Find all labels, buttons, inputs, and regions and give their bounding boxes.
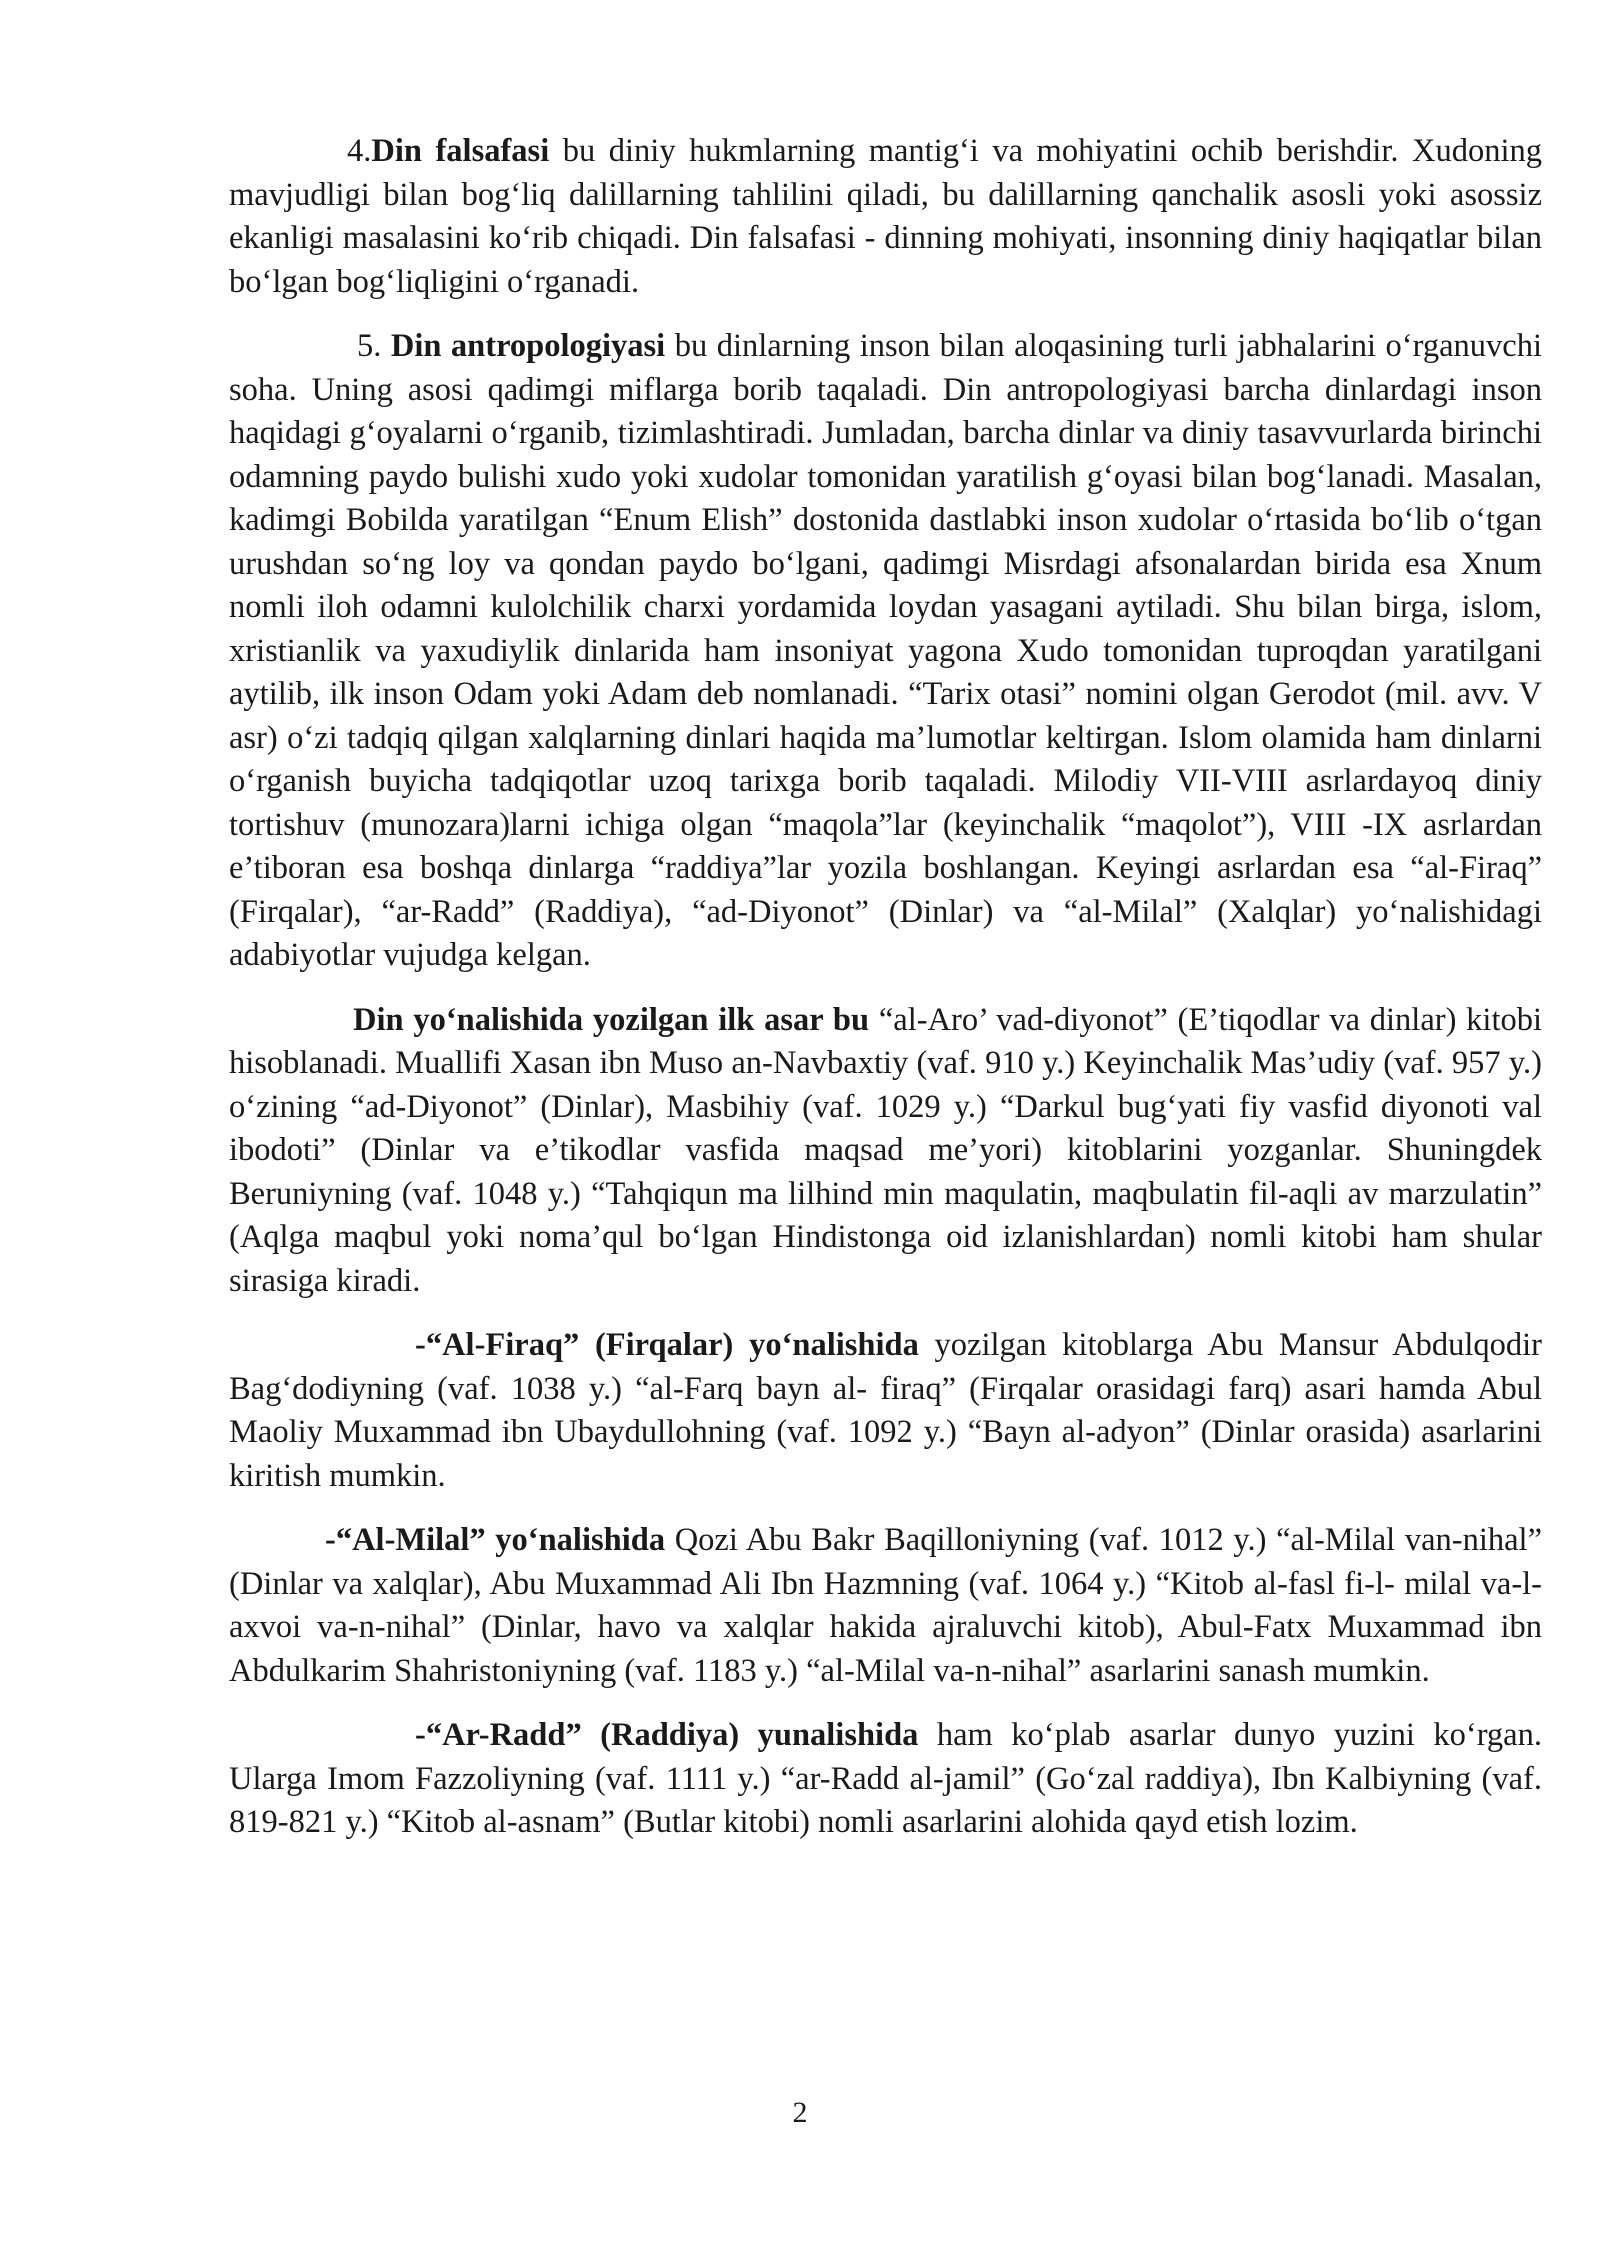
paragraph-heading: -“Ar-Radd” (Raddiya) yunalishida xyxy=(415,1717,919,1753)
paragraph-lead: 5. xyxy=(357,328,391,364)
document-page xyxy=(229,130,1542,1866)
paragraph-text: ham ko‘plab asarlar dunyo yuzini ko‘rgan. Ularga Imom Fazzoliyning (vaf. 1111 y.) “ar-Radd al-jamil” (Go‘zal raddiya), Ibn Kalbiyning (vaf. 819-821 y.) “Kitob al-asnam” (Butlar kitobi) nomli asarlarini alohida qayd etish lozim. xyxy=(229,1717,1542,1840)
paragraph-text: Qozi Abu Bakr Baqilloniyning (vaf. 1012 y.) “al-Milal van-nihal” (Dinlar va xalqlar), Abu Muxammad Ali Ibn Hazmning (vaf. 1064 y.) “Kitob al-fasl fi-l- milal va-l-axvoi va-n-nihal” (Dinlar, havo va xalqlar hakida ajraluvchi kitob), Abul-Fatx Muxammad ibn Abdulkarim Shahristoniyning (vaf. 1183 y.) “al-Milal va-n-nihal” asarlarini sanash mumkin. xyxy=(229,1522,1542,1689)
paragraph-text: yozilgan kitoblarga Abu Mansur Abdulqodir Bag‘dodiyning (vaf. 1038 y.) “al-Farq bayn al- firaq” (Firqalar orasidagi farq) asari hamda Abul Maoliy Muxammad ibn Ubaydullohning (vaf. 1092 y.) “Bayn al-adyon” (Dinlar orasida) asarlarini kiritish mumkin. xyxy=(229,1327,1542,1494)
paragraph-heading: Din falsafasi xyxy=(371,133,550,169)
paragraph-ar-radd xyxy=(229,1714,1542,1845)
paragraph-text: “al-Aro’ vad-diyonot” (E’tiqodlar va dinlar) kitobi hisoblanadi. Muallifi Xasan ibn Muso an-Navbaxtiy (vaf. 910 y.) Keyinchalik Mas’udiy (vaf. 957 y.) o‘zining “ad-Diyonot” (Dinlar), Masbihiy (vaf. 1029 y.) “Darkul bug‘yati fiy vasfid diyonoti val ibodoti” (Dinlar va e’tikodlar vasfida maqsad me’yori) kitoblarini yozganlar. Shuningdek Beruniyning (vaf. 1048 y.) “Tahqiqun ma lilhind min maqulatin, maqbulatin fil-aqli av marzulatin” (Aqlga maqbul yoki noma’qul bo‘lgan Hindistonga oid izlanishlardan) nomli kitobi ham shular sirasiga kiradi. xyxy=(229,1001,1543,1299)
paragraph-din-falsafasi xyxy=(229,130,1542,304)
paragraph-ilk-asar xyxy=(229,999,1542,1304)
page-number: 2 xyxy=(792,2096,808,2129)
paragraph-text: bu diniy hukmlarning mantig‘i va mohiyatini ochib berishdir. Xudoning mavjudligi bilan bog‘liq dalillarning tahlilini qiladi, bu dalillarning qanchalik asosli yoki asossiz ekanligi masalasini ko‘rib chiqadi. Din falsafasi - dinning mohiyati, insonning diniy haqiqatlar bilan bo‘lgan bog‘liqligini o‘rganadi. xyxy=(229,133,1543,300)
paragraph-text: bu dinlarning inson bilan aloqasining turli jabhalarini o‘rganuvchi soha. Uning asosi qadimgi miflarga borib taqaladi. Din antropologiyasi barcha dinlardagi inson haqidagi g‘oyalarni o‘rganib, tizimlashtiradi. Jumladan, barcha dinlar va diniy tasavvurlarda birinchi odamning paydo bulishi xudo yoki xudolar tomonidan yaratilish g‘oyasi bilan bog‘lanadi. Masalan, kadimgi Bobilda yaratilgan “Enum Elish” dostonida dastlabki inson xudolar o‘rtasida bo‘lib o‘tgan urushdan so‘ng loy va qondan paydo bo‘lgani, qadimgi Misrdagi afsonalardan birida esa Xnum nomli iloh odamni kulolchilik charxi yordamida loydan yasagani aytiladi. Shu bilan birga, islom, xristianlik va yaxudiylik dinlarida ham insoniyat yagona Xudo tomonidan tuproqdan yaratilgani aytilib, ilk inson Odam yoki Adam deb nomlanadi. “Tarix otasi” nomini olgan Gerodot (mil. avv. V asr) o‘zi tadqiq qilgan xalqlarning dinlari haqida ma’lumotlar keltirgan. Islom olamida ham dinlarni o‘rganish buyicha tadqiqotlar uzoq tarixga borib taqaladi. Milodiy VII-VIII asrlardayoq diniy tortishuv (munozara)larni ichiga olgan “maqola”lar (keyinchalik “maqolot”), VIII -IX asrlardan e’tiboran esa boshqa dinlarga “raddiya”lar yozila boshlangan. Keyingi asrlardan esa “al-Firaq” (Firqalar), “ar-Radd” (Raddiya), “ad-Diyonot” (Dinlar) va “al-Milal” (Xalqlar) yo‘nalishidagi adabiyotlar vujudga kelgan. xyxy=(229,328,1542,973)
paragraph-din-antropologiyasi xyxy=(229,325,1542,978)
paragraph-heading: -“Al-Milal” yo‘nalishida xyxy=(325,1522,666,1558)
paragraph-al-firaq xyxy=(229,1324,1542,1498)
paragraph-heading: Din antropologiyasi xyxy=(390,328,666,364)
paragraph-lead: 4. xyxy=(347,133,372,169)
paragraph-heading: Din yo‘nalishida yozilgan ilk asar bu xyxy=(353,1001,870,1038)
paragraph-heading: -“Al-Firaq” (Firqalar) yo‘nalishida xyxy=(415,1327,919,1363)
paragraph-al-milal xyxy=(229,1519,1542,1693)
